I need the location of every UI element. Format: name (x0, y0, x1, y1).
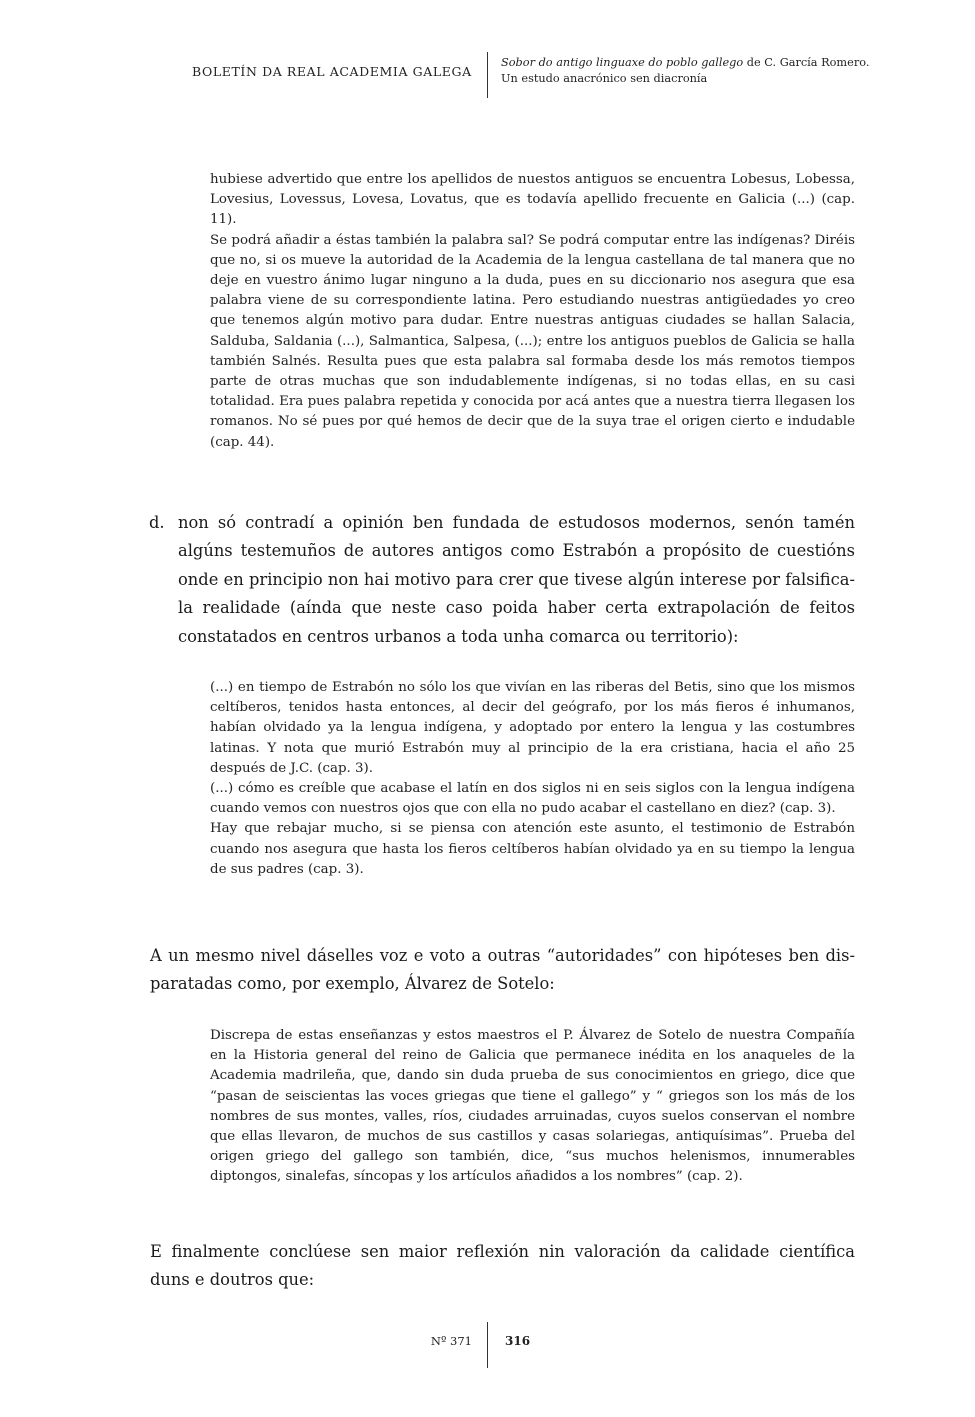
article-title-italic: Sobor do antigo linguaxe do poblo gallego (501, 56, 744, 69)
quote-paragraph: Se podrá añadir a éstas también la palabra sal? Se podrá computar entre las indígenas? Diréis que no, si os mueve la autoridad de la Academia de la lengua castellana de tal manera que no deje en vuestro ánimo lugar ninguno a la duda, pues en su diccionario nos asegura que esa palabra viene de su correspondiente latina. Pero estudiando nuestras antigüedades yo creo que tenemos algún motivo para dudar. Entre nuestras antiguas ciudades se hallan Salacia, Salduba, Saldania (...), Salmantica, Salpesa, (...); entre los antiguos pueblos de Galicia se halla también Salnés. Resulta pues que esta palabra sal formaba desde los más remotos tiempos parte de otras muchas que son indudablemente indígenas, si no todas ellas, en su casi totalidad. Era pues palabra repetida y conocida por acá antes que a nuestra tierra llegasen los romanos. No sé pues por qué hemos de decir que de la suya trae el origen cierto e indudable (cap. 44). (210, 232, 855, 450)
list-item-d (178, 509, 855, 651)
block-quote-1 (210, 170, 855, 453)
quote-paragraph: Discrepa de estas enseñanzas y estos maestros el P. Álvarez de Sotelo de nuestra Compañía en la Historia general del reino de Galicia que permanece inédita en los anaqueles de la Academia madrileña, que, dando sin duda prueba de sus conocimientos en griego, dice que “pasan de seiscientas las voces griegas que tiene el gallego” y “ griegos son los más de los nombres de sus montes, valles, ríos, ciudades arruinadas, cuyos suelos conservan el nombre que ellas llevaron, de muchos de sus castillos y casas solariegas, antiquísimas”. Prueba del origen griego del gallego son también, dice, “sus muchos helenismos, innumerables diptongos, sinalefas, síncopas y los artículos añadidos a los nombres” (cap. 2). (210, 1028, 855, 1185)
quote-paragraph: hubiese advertido que entre los apellidos de nuestos antiguos se encuentra Lobesus, Lobessa, Lovesius, Lovessus, Lovesa, Lovatus, que es todavía apellido frecuente en Galicia (...) (cap. 11). (210, 172, 855, 228)
body-paragraph-a (150, 942, 855, 999)
list-item-text: non só contradí a opinión ben fundada de estudosos modernos, senón tamén algúns testemuños de autores antigos como Estrabón a propósito de cuestións onde en principio non hai motivo para crer que tivese algún interese por falsifica-la realidade (aínda que neste caso poida haber certa extrapolación de feitos constatados en centros urbanos a toda unha comarca ou territorio): (178, 513, 855, 646)
body-paragraph-e (150, 1238, 855, 1295)
paragraph-text: A un mesmo nivel dáselles voz e voto a outras “autoridades” con hipóteses ben disparatadas como, por exemplo, Álvarez de Sotelo: (150, 946, 855, 994)
block-quote-3 (210, 1026, 855, 1188)
paragraph-text: E finalmente conclúese sen maior reflexión nin valoración da calidade científica duns e doutros que: (150, 1242, 855, 1290)
list-marker-d: d. (149, 513, 165, 532)
quote-paragraph: Hay que rebajar mucho, si se piensa con atención este asunto, el testimonio de Estrabón cuando nos asegura que hasta los fieros celtíberos habían olvidado ya en su tiempo la lengua de sus padres (cap. 3). (210, 821, 855, 877)
quote-paragraph: (...) cómo es creíble que acabase el latín en dos siglos ni en seis siglos con la lengua indígena cuando vemos con nuestros ojos que con ella no pudo acabar el castellano en diez? (cap. 3). (210, 781, 855, 817)
article-title (501, 55, 881, 87)
issue-number: Nº 371 (430, 1334, 472, 1348)
header-divider (487, 52, 488, 98)
article-subtitle: Un estudo anacrónico sen diacronía (501, 72, 708, 85)
quote-paragraph: (...) en tiempo de Estrabón no sólo los que vivían en las riberas del Betis, sino que los mismos celtíberos, tenidos hasta entonces, al decir del geógrafo, por los más fieros é inhumanos, habían olvidado ya la lengua indígena, y adoptado por entero la lengua y las costumbres latinas. Y nota que murió Estrabón muy al principio de la era cristiana, hacia el año 25 después de J.C. (cap. 3). (210, 680, 855, 776)
block-quote-2 (210, 678, 855, 880)
footer-divider (487, 1322, 488, 1368)
article-title-rest: de C. García Romero. (743, 56, 870, 69)
page-number: 316 (505, 1334, 531, 1348)
journal-title: BOLETÍN DA REAL ACADEMIA GALEGA (192, 64, 472, 79)
